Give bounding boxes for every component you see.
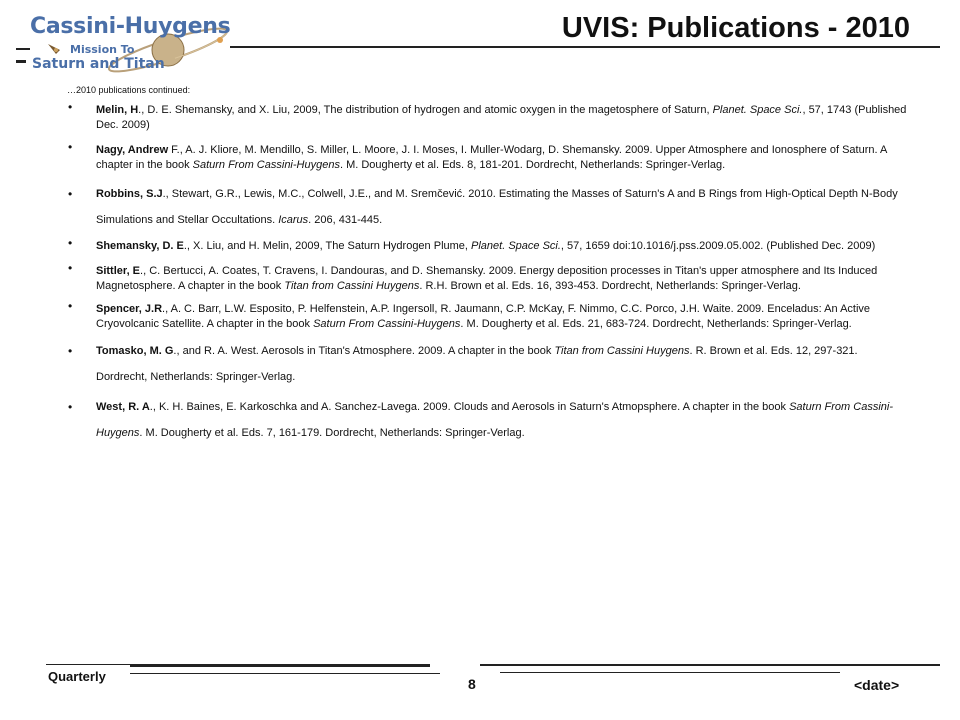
bullet-icon: • — [68, 261, 73, 275]
reference-author: Nagy, Andrew — [96, 144, 169, 156]
reference-author: Shemansky, D. E — [96, 240, 184, 252]
continued-note: …2010 publications continued: — [67, 85, 191, 95]
reference-text: ., A. C. Barr, L.W. Esposito, P. Helfenstein, A.P. Ingersoll, R. Jaumann, C.P. McKay, F. Nimmo, C.C. Porco, J.H. Waite. 2009. Enceladus: An Active Cryovolcanic Satellite. A chapter in the book — [96, 303, 871, 330]
reference-tail: , 57, 1659 doi:10.1016/j.pss.2009.05.002. (Published Dec. 2009) — [560, 240, 876, 252]
footer-rule — [46, 664, 136, 665]
reference-book: Titan from Cassini Huygens — [554, 345, 690, 357]
reference-item — [66, 394, 908, 446]
footer-quarterly: Quarterly — [48, 669, 106, 684]
reference-author: Robbins, S.J — [96, 188, 163, 200]
reference-tail: . R.H. Brown et al. Eds. 16, 393-453. Dordrecht, Netherlands: Springer-Verlag. — [419, 280, 801, 292]
logo-title: Cassini-Huygens — [30, 14, 231, 39]
reference-author: Melin, H — [96, 104, 139, 116]
bullet-icon: • — [68, 236, 73, 250]
reference-book: Saturn From Cassini-Huygens — [192, 159, 340, 171]
footer-rule — [130, 664, 430, 667]
reference-text: ., and R. A. West. Aerosols in Titan's Atmosphere. 2009. A chapter in the book — [173, 345, 555, 357]
slide-title: UVIS: Publications - 2010 — [561, 12, 910, 44]
reference-list — [66, 100, 908, 446]
header-rule-mark — [16, 60, 26, 63]
bullet-icon: • — [68, 187, 73, 201]
bullet-icon: • — [68, 344, 73, 358]
reference-item — [66, 236, 908, 254]
reference-tail: . M. Dougherty et al. Eds. 8, 181-201. Dordrecht, Netherlands: Springer-Verlag. — [339, 159, 726, 171]
cassini-huygens-logo — [8, 6, 238, 80]
reference-text: ., Stewart, G.R., Lewis, M.C., Colwell, J.E., and M. Sremčević. 2010. Estimating the Masses of Saturn's A and B Rings from High-Optical Depth N-Body Simulations and Stellar Occultations. — [96, 188, 898, 226]
page-number: 8 — [468, 676, 476, 692]
bullet-icon: • — [68, 299, 73, 313]
reference-item — [66, 181, 908, 233]
reference-text: ., C. Bertucci, A. Coates, T. Cravens, I. Dandouras, and D. Shemansky. 2009. Energy deposition processes in Titan's upper atmosphere and Its Induced Magnetosphere. A chapter in the book — [96, 265, 878, 292]
reference-tail: . 206, 431-445. — [308, 214, 383, 226]
reference-tail: . M. Dougherty et al. Eds. 21, 683-724. Dordrecht, Netherlands: Springer-Verlag. — [460, 318, 852, 330]
reference-tail: , 57, 1743 (Published Dec. 2009) — [96, 104, 907, 131]
reference-item — [66, 299, 908, 332]
reference-book: Saturn From Cassini-Huygens — [96, 401, 893, 439]
reference-item — [66, 338, 908, 390]
bullet-icon: • — [68, 100, 73, 114]
bullet-icon: • — [68, 140, 73, 154]
footer-rule — [130, 673, 440, 674]
logo-tagline: Saturn and Titan — [32, 56, 165, 72]
header-rule — [230, 46, 940, 48]
reference-journal: Planet. Space Sci. — [712, 104, 803, 116]
reference-text: ., D. E. Shemansky, and X. Liu, 2009, The distribution of hydrogen and atomic oxygen in the magetosphere of Saturn, — [138, 104, 713, 116]
footer-date: <date> — [854, 677, 900, 693]
reference-journal: Planet. Space Sci. — [471, 240, 561, 252]
reference-journal: Icarus — [278, 214, 309, 226]
reference-author: West, R. A — [96, 401, 150, 413]
reference-item — [66, 140, 908, 173]
reference-item — [66, 261, 908, 294]
reference-book: Saturn From Cassini-Huygens — [313, 318, 461, 330]
footer-rule — [480, 664, 940, 666]
reference-item — [66, 100, 908, 133]
reference-author: Tomasko, M. G — [96, 345, 174, 357]
bullet-icon: • — [68, 400, 73, 414]
reference-tail: . R. Brown et al. Eds. 12, 297-321. Dordrecht, Netherlands: Springer-Verlag. — [96, 345, 858, 383]
reference-text: ., X. Liu, and H. Melin, 2009, The Saturn Hydrogen Plume, — [183, 240, 472, 252]
reference-text: F., A. J. Kliore, M. Mendillo, S. Miller, L. Moore, J. I. Moses, I. Muller-Wodarg, D. Shemansky. 2009. Upper Atmosphere and Ionosphere of Saturn. A chapter in the book — [96, 144, 887, 171]
reference-book: Titan from Cassini Huygens — [284, 280, 420, 292]
reference-tail: . M. Dougherty et al. Eds. 7, 161-179. Dordrecht, Netherlands: Springer-Verlag. — [139, 427, 525, 439]
footer-rule — [500, 672, 840, 673]
reference-author: Sittler, E — [96, 265, 141, 277]
header-rule-left — [16, 48, 30, 50]
reference-author: Spencer, J.R — [96, 303, 163, 315]
reference-text: ., K. H. Baines, E. Karkoschka and A. Sanchez-Lavega. 2009. Clouds and Aerosols in Saturn's Atmopsphere. A chapter in the book — [149, 401, 790, 413]
logo-subtitle: Mission To — [70, 43, 135, 56]
